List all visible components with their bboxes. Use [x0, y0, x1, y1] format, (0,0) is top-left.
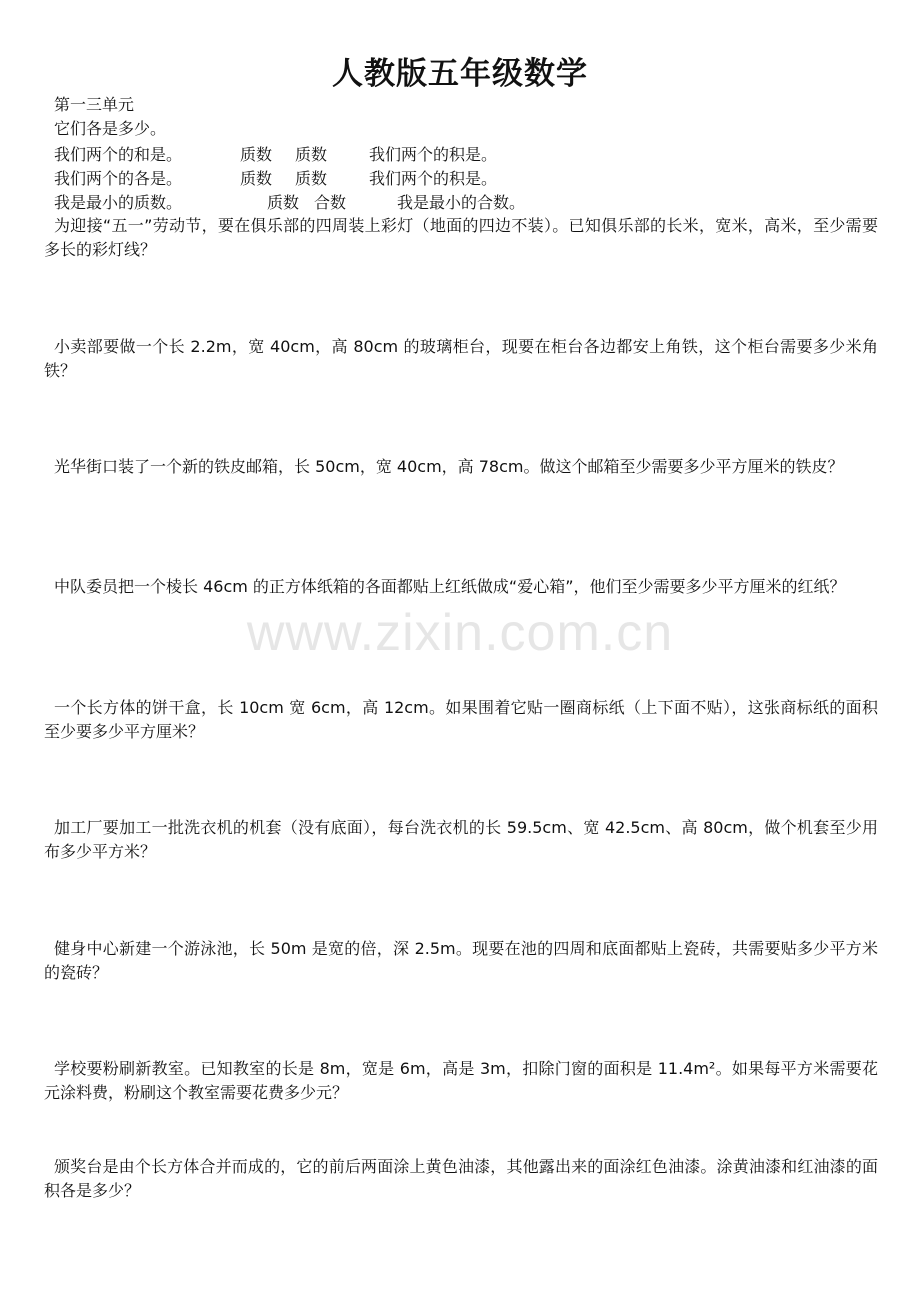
problem-7: 健身中心新建一个游泳池，长 50m 是宽的倍，深 2.5m。现要在池的四周和底面都贴上瓷砖，共需要贴多少平方米的瓷砖？	[44, 939, 878, 982]
row-2-label-1: 质数	[240, 169, 273, 188]
row-1-label-1: 质数	[240, 145, 273, 164]
problem-2: 小卖部要做一个长 2.2m，宽 40cm，高 80cm 的玻璃柜台，现要在柜台各边都安上角铁，这个柜台需要多少米角铁？	[44, 337, 878, 380]
row-1-right: 我们两个的积是。	[369, 145, 498, 164]
problem-9: 颁奖台是由个长方体合并而成的，它的前后两面涂上黄色油漆，其他露出来的面涂红色油漆。涂黄油漆和红油漆的面积各是多少？	[44, 1157, 878, 1200]
problem-5: 一个长方体的饼干盒，长 10cm 宽 6cm，高 12cm。如果围着它贴一圈商标纸（上下面不贴），这张商标纸的面积至少要多少平方厘米？	[44, 698, 878, 741]
problem-8: 学校要粉刷新教室。已知教室的长是 8m，宽是 6m，高是 3m，扣除门窗的面积是 11.4m²。如果每平方米需要花元涂料费，粉刷这个教室需要花费多少元？	[44, 1059, 878, 1102]
row-1-left: 我们两个的和是。	[54, 145, 183, 164]
watermark: www.zixin.com.cn	[246, 604, 674, 662]
problem-1: 为迎接“五一”劳动节，要在俱乐部的四周装上彩灯（地面的四边不装）。已知俱乐部的长米，宽米，高米，至少需要多长的彩灯线？	[44, 216, 878, 259]
problem-6: 加工厂要加工一批洗衣机的机套（没有底面），每台洗衣机的长 59.5cm、宽 42.5cm、高 80cm，做个机套至少用布多少平方米？	[44, 818, 878, 861]
row-1-label-2: 质数	[295, 145, 328, 164]
row-3-left: 我是最小的质数。	[54, 193, 183, 212]
row-3-right: 我是最小的合数。	[397, 193, 526, 212]
row-3-label-2: 合数	[314, 193, 347, 212]
row-2-left: 我们两个的各是。	[54, 169, 183, 188]
problem-3: 光华街口装了一个新的铁皮邮箱，长 50cm，宽 40cm，高 78cm。做这个邮箱至少需要多少平方厘米的铁皮？	[54, 457, 844, 476]
problem-4: 中队委员把一个棱长 46cm 的正方体纸箱的各面都贴上红纸做成“爱心箱”，他们至少需要多少平方厘米的红纸？	[54, 577, 846, 596]
intro-line: 它们各是多少。	[54, 119, 167, 138]
row-2-label-2: 质数	[295, 169, 328, 188]
row-3-label-1: 质数	[267, 193, 300, 212]
page-title: 人教版五年级数学	[332, 56, 588, 92]
unit-heading: 第一三单元	[54, 95, 135, 114]
row-2-right: 我们两个的积是。	[369, 169, 498, 188]
